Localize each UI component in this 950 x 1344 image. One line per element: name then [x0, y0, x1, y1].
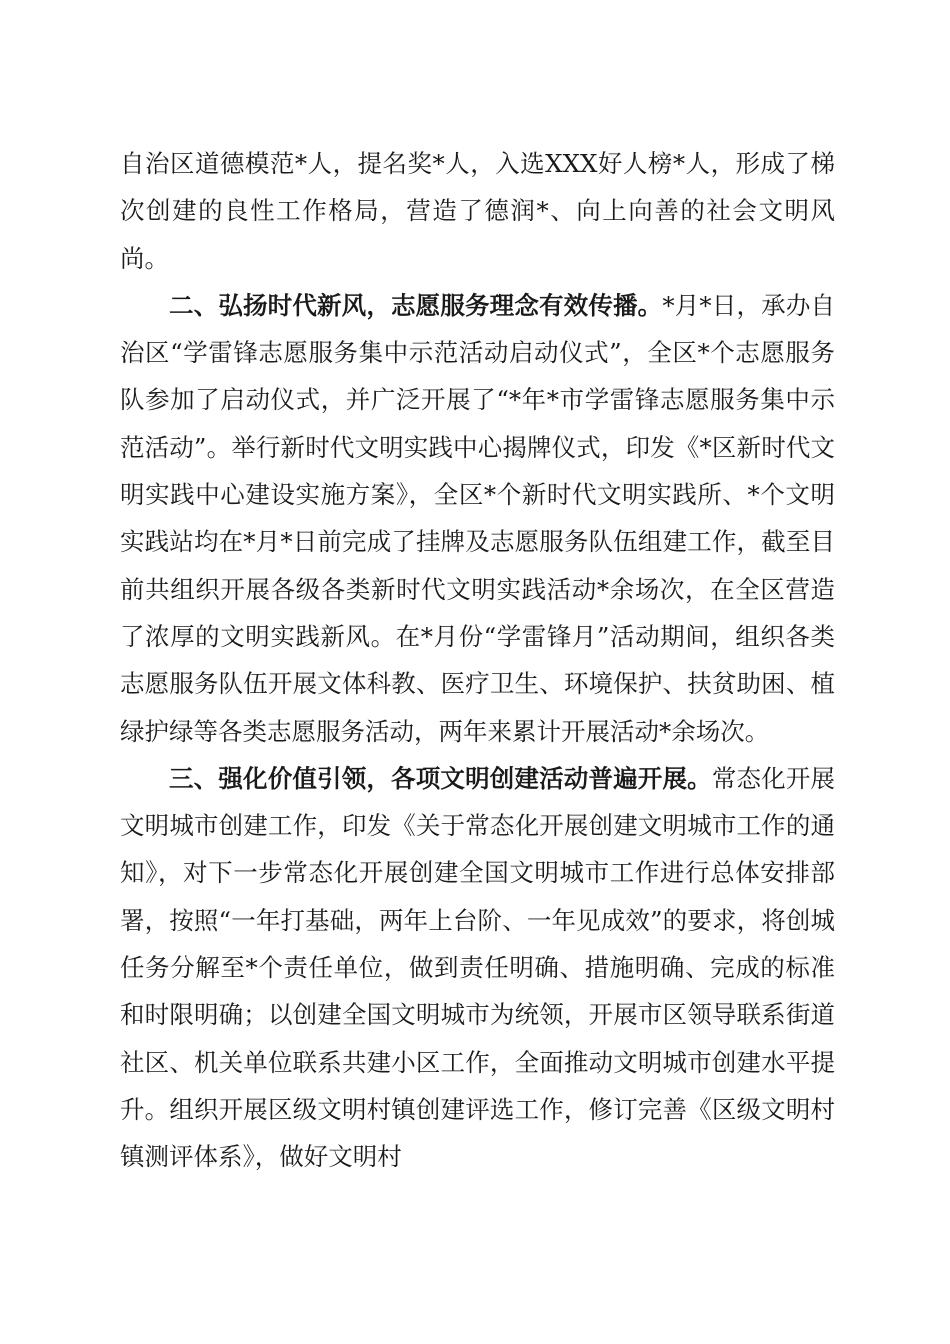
paragraph-2-text: *月*日，承办自治区“学雷锋志愿服务集中示范活动启动仪式”，全区*个志愿服务队参加了启动仪式，并广泛开展了“*年*市学雷锋志愿服务集中示范活动”。举行新时代文明实践中心揭牌仪式，印发《*区新时代文明实践中心建设实施方案》，全区*个新时代文明实践所、*个文明实践站均在*月*日前完成了挂牌及志愿服务队伍组建工作，截至目前共组织开展各级各类新时代文明实践活动*余场次，在全区营造了浓厚的文明实践新风。在*月份“学雷锋月”活动期间，组织各类志愿服务队伍开展文体科教、医疗卫生、环境保护、扶贫助困、植绿护绿等各类志愿服务活动，两年来累计开展活动*余场次。	[120, 290, 836, 746]
paragraph-3-text: 常态化开展文明城市创建工作，印发《关于常态化开展创建文明城市工作的通知》，对下一步常态化开展创建全国文明城市工作进行总体安排部署，按照“一年打基础，两年上台阶、一年见成效”的要求，将创城任务分解至*个责任单位，做到责任明确、措施明确、完成的标准和时限明确；以创建全国文明城市为统领，开展市区领导联系街道社区、机关单位联系共建小区工作，全面推动文明城市创建水平提升。组织开展区级文明村镇创建评选工作，修订完善《区级文明村镇测评体系》，做好文明村	[120, 763, 836, 1172]
document-body	[120, 140, 835, 1181]
section-heading-2: 二、弘扬时代新风，志愿服务理念有效传播。	[169, 290, 663, 320]
paragraph-1	[120, 140, 835, 282]
section-heading-3: 三、强化价值引领，各项文明创建活动普遍开展。	[169, 763, 712, 793]
paragraph-3	[120, 755, 835, 1181]
paragraph-2	[120, 282, 835, 755]
paragraph-1-text: 自治区道德模范*人，提名奖*人，入选XXX好人榜*人，形成了梯次创建的良性工作格局，营造了德润*、向上向善的社会文明风尚。	[120, 149, 835, 273]
